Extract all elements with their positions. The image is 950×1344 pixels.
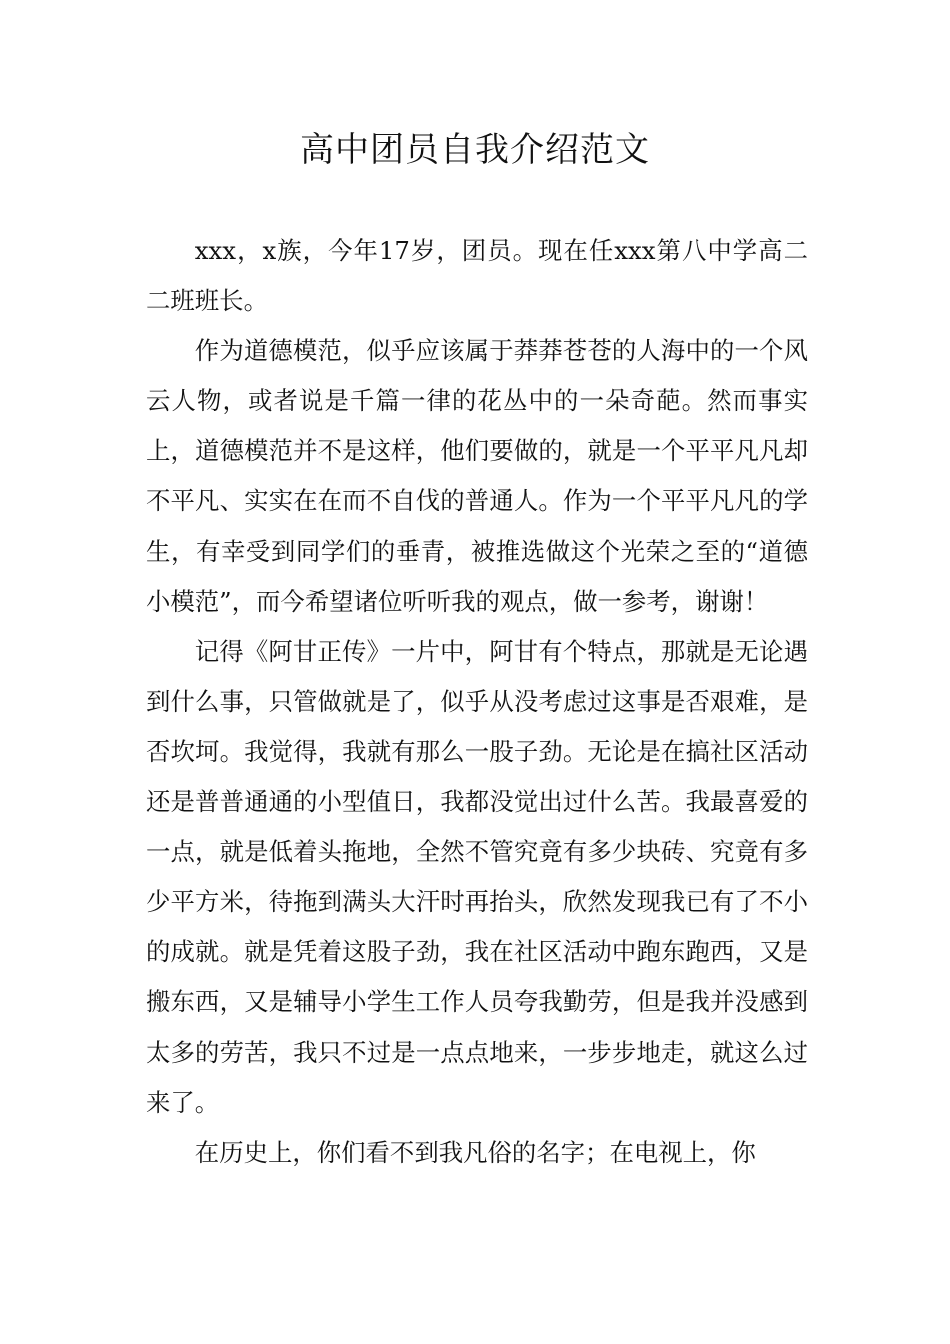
paragraph-2: 作为道德模范，似乎应该属于莽莽苍苍的人海中的一个风云人物，或者说是千篇一律的花丛中的一朵奇葩。然而事实上，道德模范并不是这样，他们要做的，就是一个平平凡凡却不平凡、实实在在而不自伐的普通人。作为一个平平凡凡的学生，有幸受到同学们的垂青，被推选做这个光荣之至的“道德小模范”，而今希望诸位听听我的观点，做一参考，谢谢！ — [146, 336, 808, 616]
paragraph-4: 在历史上，你们看不到我凡俗的名字；在电视上，你 — [194, 1137, 756, 1167]
paragraph-3: 记得《阿甘正传》一片中，阿甘有个特点，那就是无论遇到什么事，只管做就是了，似乎从没考虑过这事是否艰难，是否坎坷。我觉得，我就有那么一股子劲。无论是在搞社区活动还是普普通通的小型值日，我都没觉出过什么苦。我最喜爱的一点，就是低着头拖地，全然不管究竟有多少块砖、究竟有多少平方米，待拖到满头大汗时再抬头，欣然发现我已有了不小的成就。就是凭着这股子劲，我在社区活动中跑东跑西，又是搬东西，又是辅导小学生工作人员夸我勤劳，但是我并没感到太多的劳苦，我只不过是一点点地来，一步步地走，就这么过来了。 — [146, 636, 808, 1117]
document-body — [146, 226, 808, 1178]
document-title: 高中团员自我介绍范文 — [300, 130, 650, 170]
paragraph-1: xxx，x族，今年17岁，团员。现在任xxx第八中学高二二班班长。 — [146, 236, 808, 316]
